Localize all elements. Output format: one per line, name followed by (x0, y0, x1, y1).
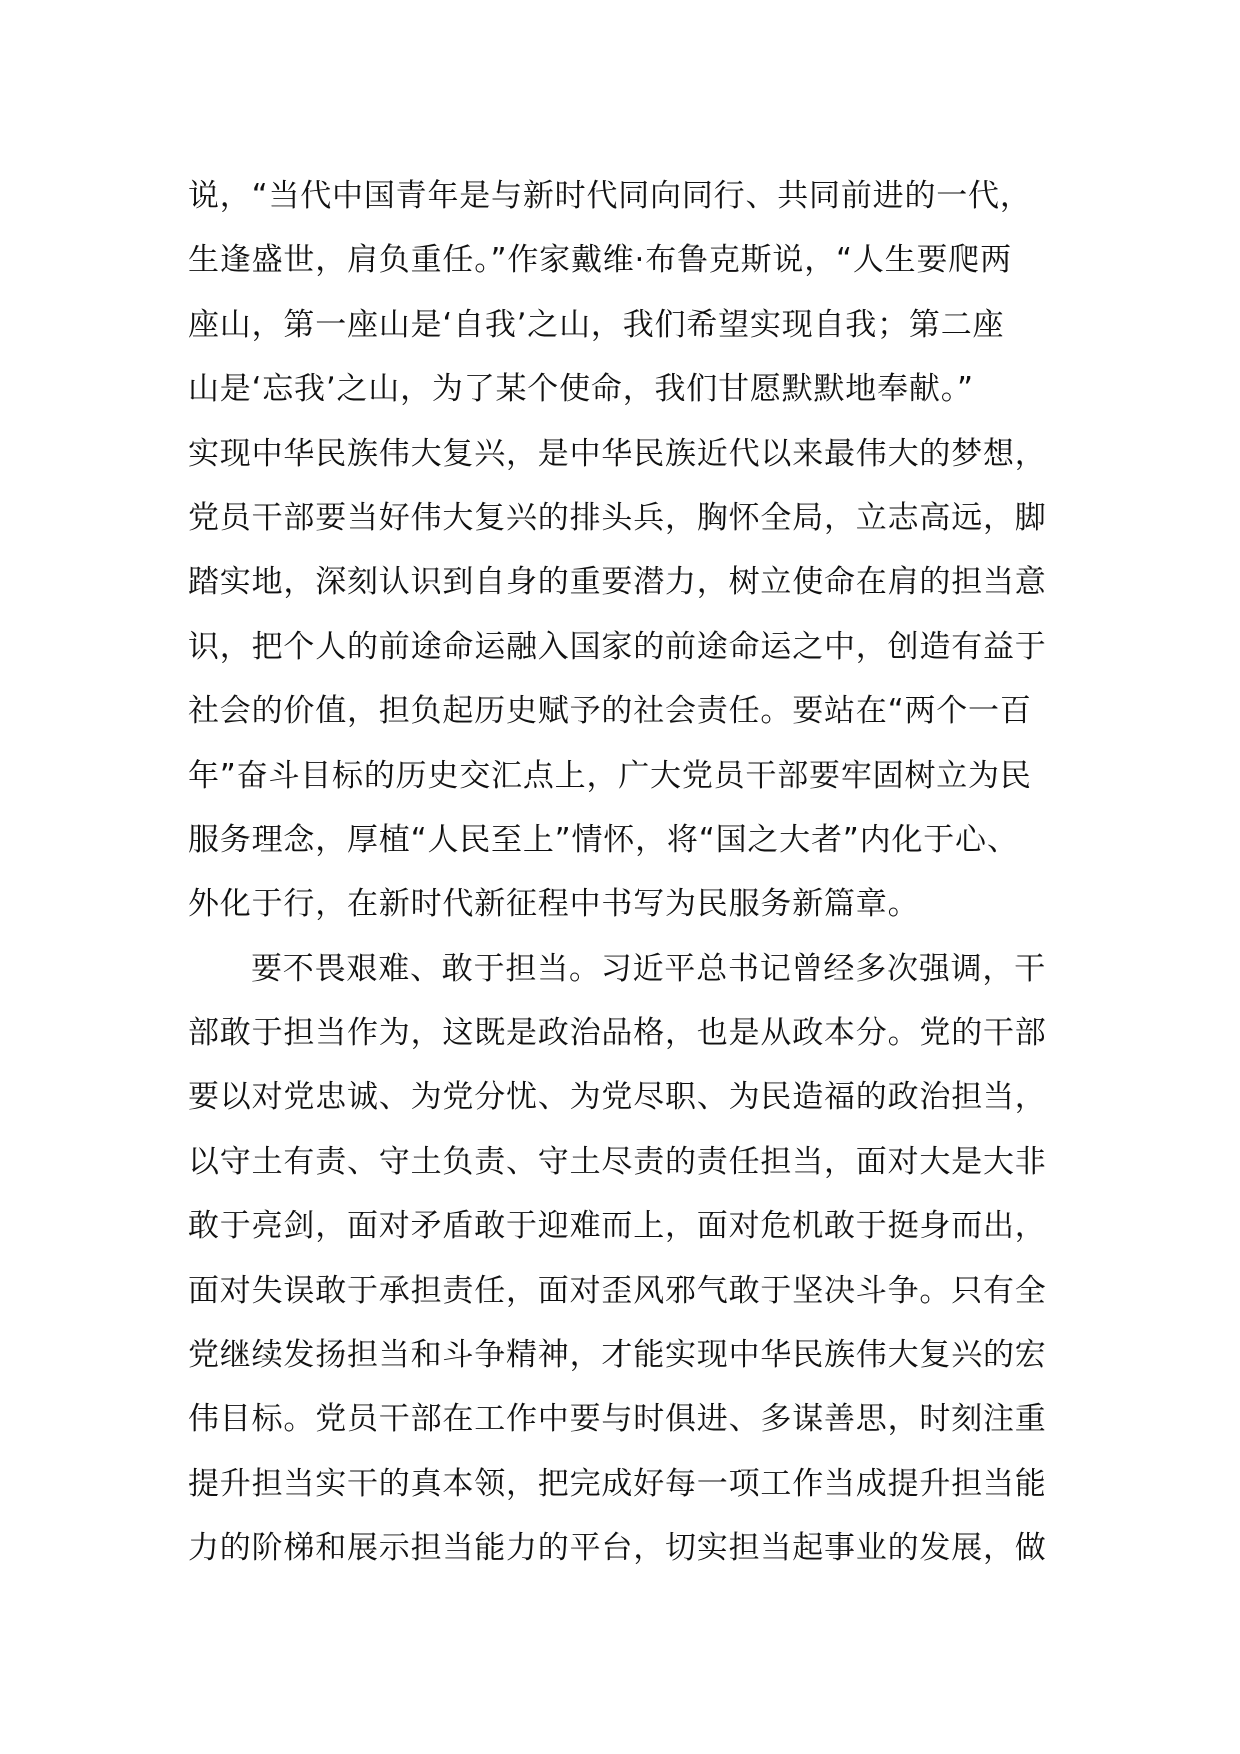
text-line: 外化于行，在新时代新征程中书写为民服务新篇章。 (188, 886, 920, 923)
text-line: 敢于亮剑，面对矛盾敢于迎难而上，面对危机敢于挺身而出， (188, 1208, 1047, 1245)
text-line: 伟目标。党员干部在工作中要与时俱进、多谋善思，时刻注重 (188, 1401, 1047, 1438)
text-line: 年”奋斗目标的历史交汇点上，广大党员干部要牢固树立为民 (188, 757, 1032, 794)
text-line: 部敢于担当作为，这既是政治品格，也是从政本分。党的干部 (188, 1015, 1047, 1052)
text-line: 社会的价值，担负起历史赋予的社会责任。要站在“两个一百 (188, 693, 1032, 730)
text-line: 以守土有责、守土负责、守土尽责的责任担当，面对大是大非 (188, 1143, 1047, 1180)
text-line: 说，“当代中国青年是与新时代同向同行、共同前进的一代， (188, 178, 1032, 214)
text-line: 要以对党忠诚、为党分忧、为党尽职、为民造福的政治担当， (188, 1079, 1047, 1116)
text-line: 提升担当实干的真本领，把完成好每一项工作当成提升担当能 (188, 1465, 1047, 1502)
paragraph-start-line: 要不畏艰难、敢于担当。习近平总书记曾经多次强调，干 (251, 950, 1046, 987)
text-line: 力的阶梯和展示担当能力的平台，切实担当起事业的发展，做 (188, 1530, 1047, 1567)
text-line: 实现中华民族伟大复兴，是中华民族近代以来最伟大的梦想， (188, 435, 1047, 472)
text-line: 山是‘忘我’之山，为了某个使命，我们甘愿默默地奉献。” (188, 371, 974, 408)
text-line: 面对失误敢于承担责任，面对歪风邪气敢于坚决斗争。只有全 (188, 1272, 1047, 1309)
body-text (188, 164, 1068, 1581)
text-line: 服务理念，厚植“人民至上”情怀，将“国之大者”内化于心、 (188, 821, 1019, 858)
text-line: 识，把个人的前途命运融入国家的前途命运之中，创造有益于 (188, 628, 1047, 665)
text-line: 生逢盛世，肩负重任。”作家戴维·布鲁克斯说，“人生要爬两 (188, 242, 1012, 279)
text-line: 踏实地，深刻认识到自身的重要潜力，树立使命在肩的担当意 (188, 564, 1047, 601)
text-line: 党继续发扬担当和斗争精神，才能实现中华民族伟大复兴的宏 (188, 1337, 1047, 1374)
text-line: 党员干部要当好伟大复兴的排头兵，胸怀全局，立志高远，脚 (188, 499, 1047, 536)
text-line: 座山，第一座山是‘自我’之山，我们希望实现自我；第二座 (188, 306, 1005, 343)
